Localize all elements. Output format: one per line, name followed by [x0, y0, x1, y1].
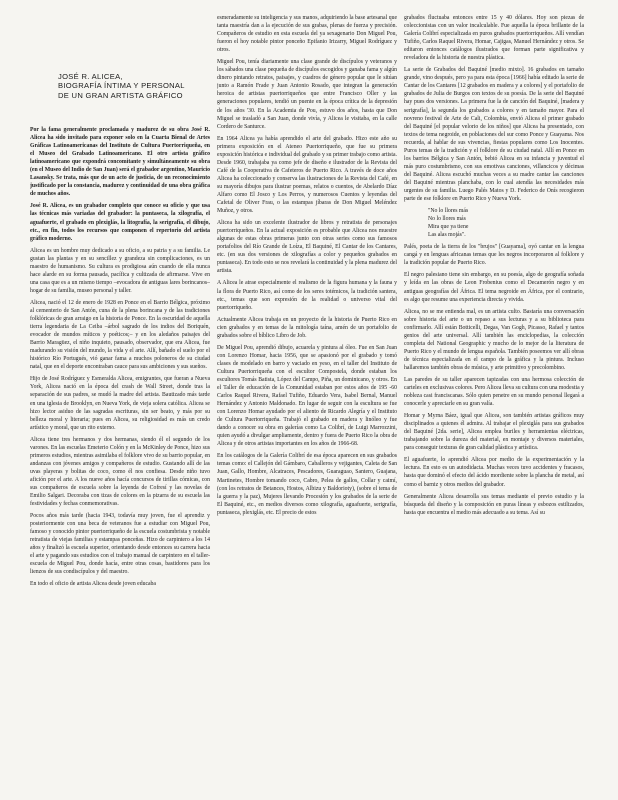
paragraph: A Alicea le atrae especialmente el realismo de la figura humana y la fauna y la flora de Puerto Rico, así como de los seres totémicos, la tradición santera, etc., temas que son expresión de la realidad o universo vital del puertorriqueño.: [217, 280, 397, 311]
paragraph: Homar y Myrna Báez, igual que Alicea, son también artistas gráficos muy disciplinados a quienes él admira. Al trabajar el plexiglás para sus grabados del Baquiné [2da. serie], Alicea emplea buriles y herramientas eléctricas, trabajando sobre la dureza del material, en montaje y diversos materiales, para conseguir texturas de gran calidad plástica y artística.: [404, 413, 584, 452]
paragraph: grabados fluctuaba entonces entre 15 y 40 dólares. Hoy son piezas de coleccionistas con un valor incalculable. Fue aquella la época brillante de la Galería Colibrí especializada en puros grabados puertorriqueños. Allí vendían Tufiño, Carlos Raquel Rivera, Homar, Cajigas, Manuel Hernández y otros. Se editaron entonces catálogos ilustrados que forman parte significativa y reveladora de la historia de nuestra plástica.: [404, 15, 584, 62]
paragraph: Alicea ha sido un excelente ilustrador de libros y retratista de personajes puertorriqueños. En la actual exposición es probable que Alicea nos muestre algunas de estas obras primeras junto con otras series como sus famosos portafolios del Río Grande de Loíza, El Baquiné, El Cantar de los Cantares, etc. (en sus dos versiones de xilografías a color y pequeños grabados en puntaseca). En todo esto se nos revelará la continuidad y la plena madurez del artista.: [217, 220, 397, 275]
paragraph: Alicea es un hombre muy dedicado a su oficio, a su patria y a su familia. Le gustan las plantas y en su sencillez y grandeza sin complicaciones, es un maestro de humanismo. Su cultura es prodigiosa aún cuando de ella nunca hace alarde en su forma pausada, pacífica y cultizada de afirmarse. Vive en una casa que es a un mismo tiempo –evocadora de antiguas lares borincanos– hogar de su familia, museo personal y taller.: [30, 247, 210, 294]
text-column-1: [30, 126, 210, 786]
title-line-2: BIOGRAFÍA ÍNTIMA Y PERSONAL: [58, 81, 185, 91]
paragraph: José R. Alicea, es un grabador completo que conoce su oficio y que usa las técnicas más variadas del grabador: la puntaseca, la xilografía, el aguafuerte, el grabado en plexiglás, la litografía, la serigrafía, el dibujo, etc., en fin, todos los recursos que componen el repertorio del artista gráfico moderno.: [30, 203, 210, 242]
paragraph: esmeradamente su inteligencia y sus manos, adquiriendo la base artesanal que tanta maestría dan a la ejecución de sus grabas, plenas de fuerza y precisión. Compañeros de estudio en esta escuela del ya sexagenario Don Miguel Pou, fueron el hoy notable pintor ponceño Epifanio Irizarry, Miguel Rodríguez y otros.: [217, 15, 397, 54]
paragraph: Alicea, nació el 12 de enero de 1928 en Ponce en el Barrio Bélgica, próximo al cementerio de San Antón, cuna de la plena borincana y de las tradiciones folklóricas de gran arraigo en la historia de Ponce. En la oscuridad de aquella tierra legendaria de La Ceiba –árbol sagrado de los indios del Boriquén, evocador de mundos míticos y poéticos;– y en los aledaños paisajes del Barrio Maragüez, el niño inquieto, pausado, observador, que era Alicea, fue madurando su visión del mundo, la vida y el arte. Allí, bañado el suelo por el histórico Río Portugués, vió ganar fama a muchos poloneros de su ciudad natal, que en el deporte encontraban cauce para sus ambiciones y sus sueños.: [30, 299, 210, 371]
title-line-1: JOSÉ R. ALICEA,: [58, 72, 123, 81]
paragraph: Miguel Pou, tenía diariamente una clase grande de discípulos y veteranos y los sábados una clase pequeña de discípulos escogidos y ganaba fama y algún dinero pintando retratos, paisajes, y cuadros de género popular que le sitúan junto a Ramón Frade y Juan Antonio Rosado, que integran la generación heroica de artistas puertorriqueños que entre Francisco Oller y las generaciones populares, tendió un puente en la época crítica de la depresión de los años '30. En la Academia de Pou, estuvo dos años, hasta que Don Miguel se trasladó a San Juan, donde vivía, y Alicea le visitaba, en la calle Cordero de Santurce.: [217, 59, 397, 130]
paragraph: En todo el oficio de artista Alicea desde joven educaba: [30, 581, 156, 588]
paragraph: La serie de Grabados del Baquiné [medio mixto]. 16 grabados en tamaño grande, vino después, pero ya para esta época [1966] había editado la serie de Cantar de los Cantares [12 grabados en madera y a colores] y el portafolio de grabados de Julia de Burgos con textos de su poesía. De la serie del Baquiné hay pues dos versiones. La primera fue la de canción del Baquiné, [madera y serigrafía], la segunda los grabados a colores y en tamaño mayor. Para el novreno festival de Arte de Cali, Colombia, envió Alicea el primer grabado del Baquiné [el popular velorio de los niños] que Alicea ha presentado, con textos de tema negroide, en poblaciones del sur como Ponce y Guayama. Nos recuerda, al hablar de sus vivencias, fiestas populares como Los Inocentes. Puros temas de la tradición y el folklore de su ciudad natal. Allí en Ponce en los barrios Bélgica y San Antón, bebió Alicea en su infancia y juventud el más puro costumbrismo, con sus emotivas canciones, villancicos y décimas del Baquiné. Alicea escuchó muchas veces a su madre cantar las canciones del Baquiné mientras planchaba, con lo cual atendía las necesidades más urgentes de su familia. Luego Palés Matos y D. Federico de Onís recogieron parte de ese folklore en Puerto Rico y Nueva York.: [404, 67, 584, 203]
article-title: [58, 72, 218, 100]
paragraph: En los catálogos de la Galería Colibrí de esa época aparecen en sus grabados temas como: el Callejón del Gámbaro, Caballeros y vejigantes, Caleta de San Juan, Gallo, Hombre, Alcatraces, Pescadores, Guaraguao, Santero, Guajana, Martinetes, Hombre tomando coco, Cabro, Pelea de gallos, Collar y caimí, (con los retratos de Betances, Hostos, Albizu y Baldorioty), (sobre el tema de la guerra y la paz), Mujeres llevando Procesión y los grabados de la serie de El Baquiné, etc., en medios diversos como xilografía, aguafuerte, serigrafía, puntaseca, plexiglás, etc. El precio de estos: [217, 453, 397, 516]
paragraph: De Miguel Pou, aprendió dibujo, acuarela y pintura al óleo. Fue en San Juan con Lorenzo Homar, hacia 1956, que se apasionó por el grabado y tomó clases de modelado en barro y vaciado en yeso, en el taller del Instituto de Cultura Puertorriqueña con el escultor Compostela, donde estaban los escultores Tomás Batista, López del Campo, Piña, un dominicano, y otros. En el Taller de educación de la Comunidad estaban por estos años de 195 -60 Carlos Raquel Rivera, Rafael Tufiño, Eduardo Vera, Isabel Bernal, Manuel Hernández y Antonio Maldonado. En lugar de seguir con la escultura se fue con Lorenzo Homar ayudado por el aliento de Ricardo Alegría y el Instituto de Cultura Puertorriqueña. Trabajó el grabado en madera y linóleo y fue dando a conocer su obra en galerías como La Colibrí, de Luigi Marrozzini, quien ayudó a divulgar ampliamente, dentro y fuera de Puerto Rico la obra de Alicea y de otros artistas importantes en los años de 1966-68.: [217, 344, 397, 448]
paragraph: El negro palesiano tiene sin embargo, en su poesía, algo de geografía soñada y leída en las obras de Leon Frobenius como el Decamerón negro y en antiguas geografías del África. El tema negroide en África, por el contrario, es algo que resume una experiencia directa y vivida.: [404, 272, 584, 303]
paragraph: El aguafuerte, lo aprendió Alicea por medio de la experimentación y la lectura. En esto es un autodidacta. Muchas veces tuvo accidentes y fracasos, hasta que dominó el efecto del ácido mordiente sobre la plancha de metal, así como el barniz y otros medios del grabador.: [404, 457, 584, 488]
paragraph: Las paredes de su taller aparecen tapizadas con una hermosa colección de carteles en exclusivas colores. Pero Alicea lleva su cultura con una modestia y nobleza casi franciscanas. Sólo quien penetre en su mundo personal llegará a conocerle y apreciarle en su gran valía.: [404, 376, 584, 408]
text-column-3: [404, 14, 584, 786]
poem-line: No lo llores más: [428, 216, 466, 223]
paragraph: Alicea tiene tres hermanos y dos hermanas, siendo él el segundo de los varones. En las escuelas Emeterio Colón y en la McKinley de Ponce, hizo sus primeros estudios, mientras asimilaba el folklore vivo de su barrio popular, en andanzas con jóvenes amigos y compañeros de estudio. Gustando allí de las uvas playeras y bolitas de coco, como él nos confiesa. Desde niño tuvo afición por el arte. A los nueve años hacía concursos de tirillas cómicas, con sus compañeros de escuela sobre la leyenda de Cofresí y las novelas de Emilio Salgari. Decoraba con tizas de colores en la pizarra de su escuela las festividades y fechas conmemorativas.: [30, 436, 210, 508]
text-column-2: [217, 14, 397, 786]
poem-line: Mira que ya tiene: [428, 224, 469, 231]
poem-quote: [428, 207, 584, 239]
paragraph: Actualmente Alicea trabaja en un proyecto de la historia de Puerto Rico en cien grabados y en temas de la mitología taína, amén de un portafolio de grabados sobre el bíblico Libro de Job.: [217, 316, 397, 339]
title-line-3: DE UN GRAN ARTISTA GRÁFICO: [58, 90, 183, 100]
paragraph: Generalmente Alicea desarrolla sus temas mediante el previo estudio y la búsqueda del diseño y la composición en puras líneas y esbozos estilizados, hasta que encuentra el medio más adecuado a su tema. Así su: [404, 493, 584, 516]
paragraph: Alicea, no se me entienda mal, es un artista culto. Bastaría una conversación sobre historia del arte o un repaso a sus lecturas y a su biblioteca para confirmarlo. Allí están Botticelli, Degas, Van Gogh, Picasso, Rafael y tantos genios del arte universal. Allí también las enciclopedias, la colección completa del National Geographic y mucho de lo mejor de la literatura de Puerto Rico y el mundo de lengua española. También poseemos ver allí obras de técnica especializada en el campo de la gráfica y la pintura. Incluso hallaremos también obras de música, y arte primitivo y precolombino.: [404, 308, 584, 371]
poem-line: "No lo llores más: [428, 208, 469, 215]
paragraph: Por la fama generalmente proclamada y madurez de su obra José R. Alicea ha sido invitado para exponer solo en la Cuarta Bienal de Artes Gráficas Latinoamericanas del Instituto de Cultura Puertorriqueña, en el Museo del Grabado Latinoamericano. El otro artista gráfico latinoamericano que expondrá concomitante y simultáneamente su obra (en el Museo del Indio de San Juan) será el grabador argentino, Mauricio Lasansky. Se trata, más que de un acto de justicia, de un reconocimiento justificado por la constancia, madurez y continuidad de una obra gráfica de muchos años.: [30, 127, 210, 198]
paragraph: Pocos años más tarde (hacia 1943, todavía muy joven, fue el aprendiz y posteriormente con una beca de veteranos fue a estudiar con Miguel Pou, famoso y conocido pintor puertorriqueño de la escuela costumbrista y notable retratista de viejas familias y estampas ponceñas. Hizo de carpintero a los 14 años y finalizó la escuela superior, orientando desde entonces su carrera hacia el arte y pagando sus estudios con el trabajo manual de carpintero en el taller-escuela de Miguel Pou, donde hacía, entre otras cosas, bastidores para los lienzos de sus condiscípulos y del maestro.: [30, 513, 210, 576]
paragraph: Palés, poeta de la tierra de los "brujos" [Guayama], oyó cantar en la lengua cangá y en lenguas africanas temas que les negros incorporaron al folklore y la tradición popular de Puerto Rico.: [404, 244, 584, 267]
paragraph: En 1964 Alicea ya había aprendido el arte del grabado. Hizo este año su primera exposición en el Ateneo Puertorriqueño, que fue su primera exposición histórica e individual del grabado y su primer trabajo como artista. Desde 1960, trabajaba ya como jefe de diseño e ilustrador de la Revista del Café de la Cooperativa de Cafeteros de Puerto Rico. A través de doce años Alicea ha coleccionado y conserva las ilustraciones de la Revista del Café, en su mayoría dibujos para ilustrar poemas, relatos o cuentos, de Abelardo Díaz Alfaro como El Josco y Los Perros, y numerosos Cuentos y leyendas del Cafetal de Oliver Frau, o las estampas jíbaras de Don Miguel Meléndez Muñoz, y otros.: [217, 135, 397, 215]
paragraph: Hijo de José Rodríguez y Esmeralda Alicea, emigrantes, que fueran a Nueva York, Alicea nació en la época del crash de Wall Street, donde tras la separación de sus padres, se mudó la madre del artista. Bautizado más tarde en una iglesia de Brooklyn, en Nueva York, de vieja solera católica. Alicea se hizo lector asiduo de las sagradas escrituras, sin ser beato, y más por su belleza moral y literaria; pues en Alicea, su religiosidad es más un credo artístico y moral, que un rito externo.: [30, 376, 210, 431]
poem-line: Las alas mojás".: [428, 232, 466, 239]
